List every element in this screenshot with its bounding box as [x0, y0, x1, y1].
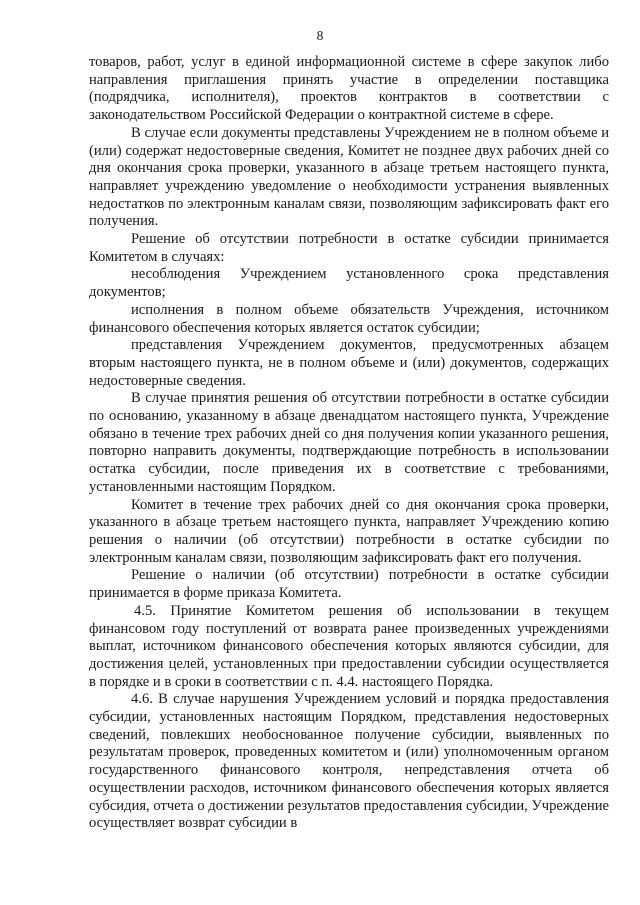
- page-number: 8: [316, 28, 324, 43]
- paragraph: В случае принятия решения об отсутствии потребности в остатке субсидии по основанию, указанному в абзаце двенадцатом настоящего пункта, Учреждение обязано в течение трех рабочих дней со дня получения копии указанного решения, повторно направить документы, подтверждающие потребность в использовании остатка субсидии, после приведения их в соответствие с требованиями, установленными настоящим Порядком.: [89, 390, 609, 495]
- paragraph: Комитет в течение трех рабочих дней со дня окончания срока проверки, указанного в абзаце третьем настоящего пункта, направляет Учреждению копию решения о наличии (об отсутствии) потребности в остатке субсидии по электронным каналам связи, позволяющим зафиксировать факт его получения.: [89, 496, 609, 566]
- paragraph: несоблюдения Учреждением установленного срока представления документов;: [89, 266, 609, 301]
- paragraph: В случае если документы представлены Учреждением не в полном объеме и (или) содержат недостоверные сведения, Комитет не позднее двух рабочих дней со дня окончания срока проверки, указанного в абзаце третьем настоящего пункта, направляет учреждению уведомление о необходимости устранения выявленных недостатков по электронным каналам связи, позволяющим зафиксировать факт его получения.: [89, 124, 609, 230]
- section-4-6-paragraph: 4.6. В случае нарушения Учреждением условий и порядка предоставления субсидии, установленных настоящим Порядком, представления недостоверных сведений, повлекших необоснованное получение субсидии, выявленных по результатам проверок, проведенных комитетом и (или) уполномоченным органом государственного финансового контроля, непредставления отчета об осуществлении расходов, источником финансового обеспечения которых является субсидия, отчета о достижении результатов предоставления субсидии, Учреждение осуществляет возврат субсидии в: [89, 691, 609, 832]
- paragraph: представления Учреждением документов, предусмотренных абзацем вторым настоящего пункта, не в полном объеме и (или) документов, содержащих недостоверные сведения.: [89, 337, 609, 389]
- paragraph: Решение об отсутствии потребности в остатке субсидии принимается Комитетом в случаях:: [89, 231, 609, 265]
- section-4-5-paragraph: 4.5. Принятие Комитетом решения об использовании в текущем финансовом году поступлений от возврата ранее произведенных учреждениями выплат, источником финансового обеспечения которых являются субсидии, для достижения целей, установленных при предоставлении субсидии осуществляется в порядке и в сроки в соответствии с п. 4.4. настоящего Порядка.: [89, 602, 609, 690]
- paragraph: исполнения в полном объеме обязательств Учреждения, источником финансового обеспечения которых является остаток субсидии;: [89, 301, 609, 336]
- paragraph: Решение о наличии (об отсутствии) потребности в остатке субсидии принимается в форме приказа Комитета.: [89, 567, 609, 602]
- document-body: [89, 54, 609, 833]
- paragraph: товаров, работ, услуг в единой информационной системе в сфере закупок либо направления приглашения принять участие в определении поставщика (подрядчика, исполнителя), проектов контрактов в соответствии с законодательством Российской Федерации о контрактной системе в сфере.: [89, 54, 609, 124]
